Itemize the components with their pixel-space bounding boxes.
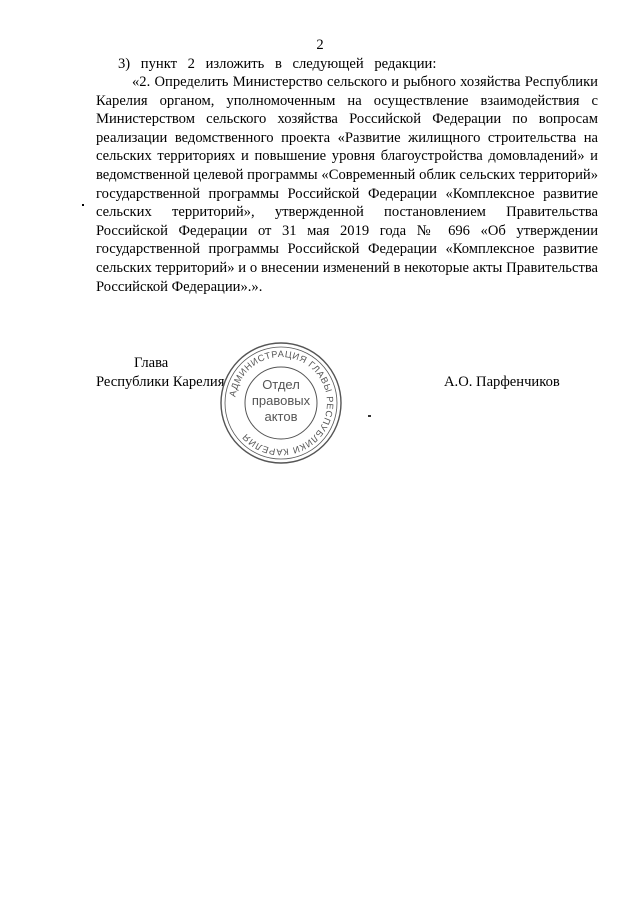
- stray-mark: [368, 415, 371, 417]
- signatory-organization: Республики Карелия: [96, 374, 225, 390]
- official-stamp: [218, 340, 344, 466]
- signatory-title: Глава: [134, 355, 169, 371]
- stamp-center-line2: правовых: [251, 393, 311, 408]
- amendment-paragraph: «2. Определить Министерство сельского и рыбного хозяйства Республики Карелия органом, уполномоченным на осуществление взаимодействия с Министерством сельского хозяйства Российской Федерации по вопросам реализации ведомственного проекта «Развитие жилищного строительства на сельских территориях и повышение уровня благоустройства домовладений» и ведомственной целевой программы «Современный облик сельских территорий» государственной программы Российской Федерации «Комплексное развитие сельских территорий», утвержденной постановлением Правительства Российской Федерации от 31 мая 2019 года № 696 «Об утверждении государственной программы Российской Федерации «Комплексное развитие сельских территорий» и о внесении изменений в некоторые акты Правительства Российской Федерации».».: [96, 74, 598, 295]
- stamp-seal-icon: [218, 340, 344, 466]
- stamp-center-line3: актов: [264, 409, 298, 424]
- page-number: 2: [316, 37, 324, 53]
- stamp-ring-text: АДМИНИСТРАЦИЯ ГЛАВЫ РЕСПУБЛИКИ КАРЕЛИЯ: [227, 348, 336, 458]
- stamp-center-line1: Отдел: [262, 377, 300, 392]
- amendment-item-3: 3) пункт 2 изложить в следующей редакции:: [118, 56, 437, 72]
- signatory-name: А.О. Парфенчиков: [444, 374, 560, 390]
- margin-dot: [82, 204, 84, 206]
